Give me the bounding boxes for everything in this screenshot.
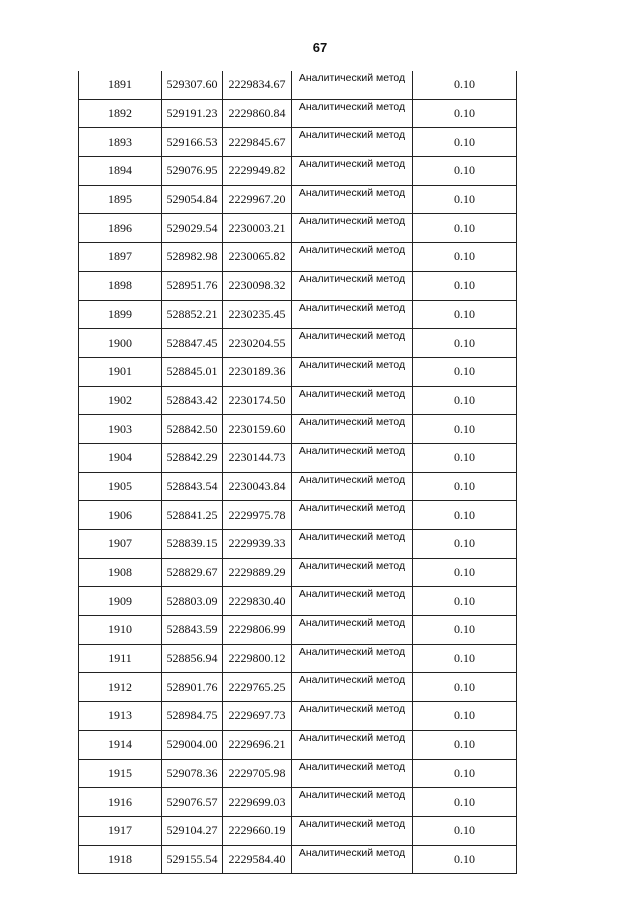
accuracy-cell: 0.10 <box>413 558 517 587</box>
x-coordinate-cell: 528842.50 <box>162 415 223 444</box>
point-number-cell: 1891 <box>79 71 162 99</box>
method-cell: Аналитический метод <box>292 357 413 386</box>
x-coordinate-cell: 529076.95 <box>162 157 223 186</box>
table-row <box>79 816 517 845</box>
point-number-cell: 1899 <box>79 300 162 329</box>
y-coordinate-cell: 2229949.82 <box>223 157 292 186</box>
accuracy-cell: 0.10 <box>413 845 517 874</box>
point-number-cell: 1918 <box>79 845 162 874</box>
method-cell: Аналитический метод <box>292 644 413 673</box>
accuracy-cell: 0.10 <box>413 214 517 243</box>
method-cell: Аналитический метод <box>292 472 413 501</box>
table-row <box>79 587 517 616</box>
accuracy-cell: 0.10 <box>413 472 517 501</box>
point-number-cell: 1911 <box>79 644 162 673</box>
y-coordinate-cell: 2229806.99 <box>223 616 292 645</box>
accuracy-cell: 0.10 <box>413 300 517 329</box>
point-number-cell: 1912 <box>79 673 162 702</box>
y-coordinate-cell: 2229975.78 <box>223 501 292 530</box>
table-row <box>79 443 517 472</box>
x-coordinate-cell: 528839.15 <box>162 530 223 559</box>
x-coordinate-cell: 529104.27 <box>162 816 223 845</box>
y-coordinate-cell: 2230098.32 <box>223 271 292 300</box>
accuracy-cell: 0.10 <box>413 271 517 300</box>
y-coordinate-cell: 2229584.40 <box>223 845 292 874</box>
point-number-cell: 1902 <box>79 386 162 415</box>
y-coordinate-cell: 2229800.12 <box>223 644 292 673</box>
point-number-cell: 1914 <box>79 730 162 759</box>
method-cell: Аналитический метод <box>292 673 413 702</box>
method-cell: Аналитический метод <box>292 501 413 530</box>
table-row <box>79 271 517 300</box>
accuracy-cell: 0.10 <box>413 415 517 444</box>
table-row <box>79 386 517 415</box>
table-row <box>79 730 517 759</box>
y-coordinate-cell: 2230235.45 <box>223 300 292 329</box>
accuracy-cell: 0.10 <box>413 71 517 99</box>
accuracy-cell: 0.10 <box>413 587 517 616</box>
method-cell: Аналитический метод <box>292 128 413 157</box>
point-number-cell: 1907 <box>79 530 162 559</box>
accuracy-cell: 0.10 <box>413 128 517 157</box>
y-coordinate-cell: 2229699.03 <box>223 788 292 817</box>
method-cell: Аналитический метод <box>292 185 413 214</box>
method-cell: Аналитический метод <box>292 558 413 587</box>
x-coordinate-cell: 528847.45 <box>162 329 223 358</box>
table-row <box>79 788 517 817</box>
y-coordinate-cell: 2229889.29 <box>223 558 292 587</box>
method-cell: Аналитический метод <box>292 214 413 243</box>
table-row <box>79 759 517 788</box>
accuracy-cell: 0.10 <box>413 243 517 272</box>
x-coordinate-cell: 528843.59 <box>162 616 223 645</box>
x-coordinate-cell: 529166.53 <box>162 128 223 157</box>
table-row <box>79 71 517 99</box>
accuracy-cell: 0.10 <box>413 443 517 472</box>
point-number-cell: 1906 <box>79 501 162 530</box>
y-coordinate-cell: 2230204.55 <box>223 329 292 358</box>
point-number-cell: 1894 <box>79 157 162 186</box>
x-coordinate-cell: 529054.84 <box>162 185 223 214</box>
accuracy-cell: 0.10 <box>413 530 517 559</box>
table-row <box>79 243 517 272</box>
y-coordinate-cell: 2230043.84 <box>223 472 292 501</box>
x-coordinate-cell: 529076.57 <box>162 788 223 817</box>
method-cell: Аналитический метод <box>292 99 413 128</box>
y-coordinate-cell: 2229967.20 <box>223 185 292 214</box>
method-cell: Аналитический метод <box>292 845 413 874</box>
x-coordinate-cell: 528842.29 <box>162 443 223 472</box>
method-cell: Аналитический метод <box>292 243 413 272</box>
point-number-cell: 1898 <box>79 271 162 300</box>
method-cell: Аналитический метод <box>292 329 413 358</box>
table-row <box>79 472 517 501</box>
accuracy-cell: 0.10 <box>413 157 517 186</box>
x-coordinate-cell: 529078.36 <box>162 759 223 788</box>
method-cell: Аналитический метод <box>292 730 413 759</box>
method-cell: Аналитический метод <box>292 157 413 186</box>
x-coordinate-cell: 528982.98 <box>162 243 223 272</box>
x-coordinate-cell: 528843.54 <box>162 472 223 501</box>
y-coordinate-cell: 2230174.50 <box>223 386 292 415</box>
y-coordinate-cell: 2229860.84 <box>223 99 292 128</box>
x-coordinate-cell: 528901.76 <box>162 673 223 702</box>
method-cell: Аналитический метод <box>292 443 413 472</box>
point-number-cell: 1897 <box>79 243 162 272</box>
point-number-cell: 1893 <box>79 128 162 157</box>
point-number-cell: 1900 <box>79 329 162 358</box>
point-number-cell: 1913 <box>79 702 162 731</box>
point-number-cell: 1901 <box>79 357 162 386</box>
table-row <box>79 357 517 386</box>
accuracy-cell: 0.10 <box>413 673 517 702</box>
method-cell: Аналитический метод <box>292 271 413 300</box>
x-coordinate-cell: 529004.00 <box>162 730 223 759</box>
accuracy-cell: 0.10 <box>413 702 517 731</box>
table-row <box>79 214 517 243</box>
accuracy-cell: 0.10 <box>413 788 517 817</box>
y-coordinate-cell: 2229660.19 <box>223 816 292 845</box>
point-number-cell: 1916 <box>79 788 162 817</box>
y-coordinate-cell: 2229697.73 <box>223 702 292 731</box>
accuracy-cell: 0.10 <box>413 816 517 845</box>
method-cell: Аналитический метод <box>292 530 413 559</box>
accuracy-cell: 0.10 <box>413 501 517 530</box>
method-cell: Аналитический метод <box>292 386 413 415</box>
table-row <box>79 99 517 128</box>
accuracy-cell: 0.10 <box>413 386 517 415</box>
y-coordinate-cell: 2229705.98 <box>223 759 292 788</box>
table-row <box>79 300 517 329</box>
table-row <box>79 673 517 702</box>
x-coordinate-cell: 529155.54 <box>162 845 223 874</box>
y-coordinate-cell: 2229834.67 <box>223 71 292 99</box>
method-cell: Аналитический метод <box>292 300 413 329</box>
accuracy-cell: 0.10 <box>413 644 517 673</box>
x-coordinate-cell: 529029.54 <box>162 214 223 243</box>
table-row <box>79 128 517 157</box>
table-row <box>79 501 517 530</box>
method-cell: Аналитический метод <box>292 702 413 731</box>
x-coordinate-cell: 528803.09 <box>162 587 223 616</box>
y-coordinate-cell: 2230065.82 <box>223 243 292 272</box>
method-cell: Аналитический метод <box>292 788 413 817</box>
coordinates-table-body <box>79 71 517 874</box>
x-coordinate-cell: 528829.67 <box>162 558 223 587</box>
table-row <box>79 157 517 186</box>
method-cell: Аналитический метод <box>292 587 413 616</box>
point-number-cell: 1892 <box>79 99 162 128</box>
point-number-cell: 1896 <box>79 214 162 243</box>
table-row <box>79 530 517 559</box>
point-number-cell: 1903 <box>79 415 162 444</box>
x-coordinate-cell: 528951.76 <box>162 271 223 300</box>
method-cell: Аналитический метод <box>292 759 413 788</box>
accuracy-cell: 0.10 <box>413 329 517 358</box>
table-row <box>79 845 517 874</box>
y-coordinate-cell: 2230189.36 <box>223 357 292 386</box>
point-number-cell: 1917 <box>79 816 162 845</box>
x-coordinate-cell: 528984.75 <box>162 702 223 731</box>
y-coordinate-cell: 2229696.21 <box>223 730 292 759</box>
table-row <box>79 616 517 645</box>
y-coordinate-cell: 2230159.60 <box>223 415 292 444</box>
coordinates-table <box>78 71 517 874</box>
point-number-cell: 1905 <box>79 472 162 501</box>
x-coordinate-cell: 528843.42 <box>162 386 223 415</box>
table-row <box>79 558 517 587</box>
accuracy-cell: 0.10 <box>413 759 517 788</box>
page-number: 67 <box>312 40 328 55</box>
table-row <box>79 702 517 731</box>
point-number-cell: 1915 <box>79 759 162 788</box>
x-coordinate-cell: 528841.25 <box>162 501 223 530</box>
table-row <box>79 329 517 358</box>
point-number-cell: 1895 <box>79 185 162 214</box>
x-coordinate-cell: 528856.94 <box>162 644 223 673</box>
accuracy-cell: 0.10 <box>413 357 517 386</box>
y-coordinate-cell: 2230144.73 <box>223 443 292 472</box>
method-cell: Аналитический метод <box>292 71 413 99</box>
y-coordinate-cell: 2229845.67 <box>223 128 292 157</box>
table-row <box>79 185 517 214</box>
point-number-cell: 1910 <box>79 616 162 645</box>
y-coordinate-cell: 2230003.21 <box>223 214 292 243</box>
x-coordinate-cell: 528845.01 <box>162 357 223 386</box>
point-number-cell: 1908 <box>79 558 162 587</box>
point-number-cell: 1904 <box>79 443 162 472</box>
y-coordinate-cell: 2229765.25 <box>223 673 292 702</box>
accuracy-cell: 0.10 <box>413 616 517 645</box>
method-cell: Аналитический метод <box>292 616 413 645</box>
accuracy-cell: 0.10 <box>413 730 517 759</box>
method-cell: Аналитический метод <box>292 415 413 444</box>
x-coordinate-cell: 528852.21 <box>162 300 223 329</box>
method-cell: Аналитический метод <box>292 816 413 845</box>
accuracy-cell: 0.10 <box>413 99 517 128</box>
point-number-cell: 1909 <box>79 587 162 616</box>
accuracy-cell: 0.10 <box>413 185 517 214</box>
x-coordinate-cell: 529307.60 <box>162 71 223 99</box>
y-coordinate-cell: 2229830.40 <box>223 587 292 616</box>
table-row <box>79 415 517 444</box>
x-coordinate-cell: 529191.23 <box>162 99 223 128</box>
table-row <box>79 644 517 673</box>
y-coordinate-cell: 2229939.33 <box>223 530 292 559</box>
